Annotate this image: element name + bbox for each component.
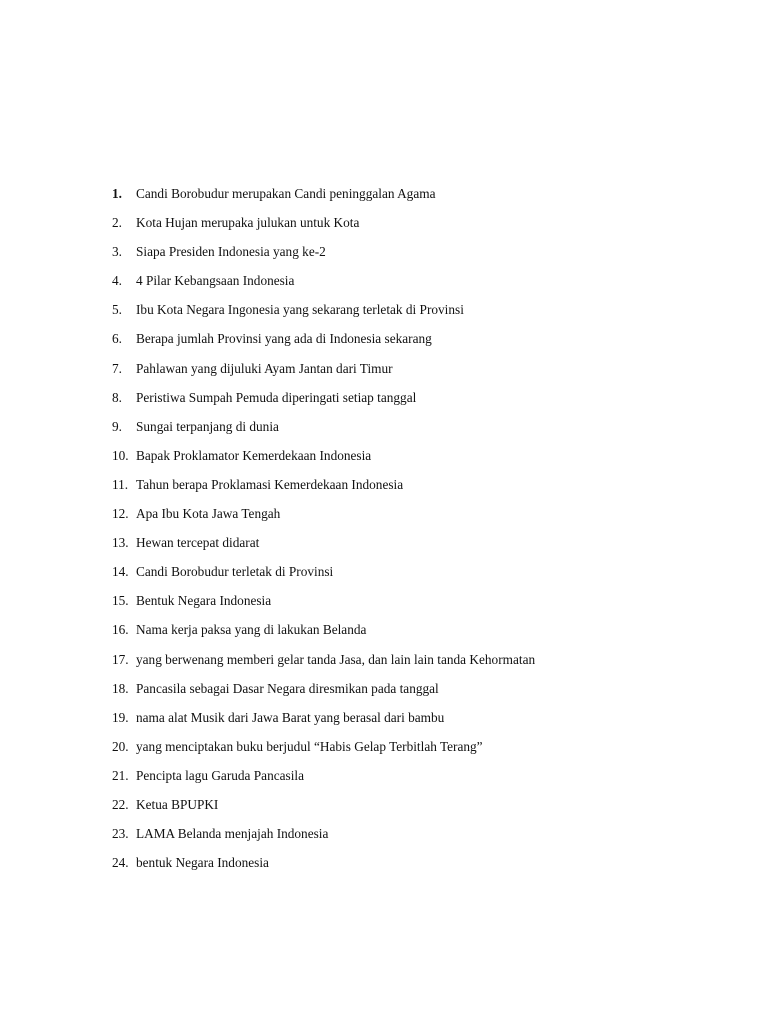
question-number-23: 23. [112, 826, 129, 842]
question-item-9 [112, 416, 732, 445]
question-list [112, 183, 732, 881]
question-number-9: 9. [112, 418, 122, 434]
question-text-6: Berapa jumlah Provinsi yang ada di Indonesia sekarang [136, 331, 432, 347]
question-text-3: Siapa Presiden Indonesia yang ke-2 [136, 244, 326, 260]
question-number-20: 20. [112, 738, 129, 754]
question-number-14: 14. [112, 564, 129, 580]
question-item-16 [112, 619, 732, 648]
question-number-7: 7. [112, 360, 122, 376]
question-item-2 [112, 212, 732, 241]
question-text-9: Sungai terpanjang di dunia [136, 418, 279, 434]
question-number-3: 3. [112, 244, 122, 260]
question-item-1 [112, 183, 732, 212]
question-item-12 [112, 503, 732, 532]
question-item-10 [112, 445, 732, 474]
question-item-7 [112, 358, 732, 387]
question-text-7: Pahlawan yang dijuluki Ayam Jantan dari Timur [136, 360, 393, 376]
question-text-2: Kota Hujan merupaka julukan untuk Kota [136, 215, 360, 231]
question-number-10: 10. [112, 447, 129, 463]
question-number-2: 2. [112, 215, 122, 231]
question-text-10: Bapak Proklamator Kemerdekaan Indonesia [136, 447, 372, 463]
question-text-12: Apa Ibu Kota Jawa Tengah [136, 506, 281, 522]
question-text-5: Ibu Kota Negara Ingonesia yang sekarang terletak di Provinsi [136, 302, 464, 318]
question-item-17 [112, 649, 732, 678]
question-item-13 [112, 532, 732, 561]
question-item-11 [112, 474, 732, 503]
question-number-1: 1. [112, 186, 122, 201]
question-item-18 [112, 678, 732, 707]
question-item-6 [112, 328, 732, 357]
question-text-15: Bentuk Negara Indonesia [136, 593, 272, 609]
question-text-18: Pancasila sebagai Dasar Negara diresmikan pada tanggal [136, 680, 439, 696]
question-number-5: 5. [112, 302, 122, 318]
question-text-19: nama alat Musik dari Jawa Barat yang berasal dari bambu [136, 709, 445, 725]
question-text-22: Ketua BPUPKI [136, 796, 219, 812]
question-item-20 [112, 736, 732, 765]
question-number-4: 4. [112, 273, 122, 289]
question-text-14: Candi Borobudur terletak di Provinsi [136, 564, 334, 580]
question-number-21: 21. [112, 767, 129, 783]
question-number-24: 24. [112, 855, 129, 871]
question-text-13: Hewan tercepat didarat [136, 535, 260, 551]
question-text-17: yang berwenang memberi gelar tanda Jasa, dan lain lain tanda Kehormatan [136, 651, 536, 667]
question-item-21 [112, 765, 732, 794]
question-number-15: 15. [112, 593, 129, 609]
question-text-23: LAMA Belanda menjajah Indonesia [136, 826, 329, 842]
question-item-22 [112, 794, 732, 823]
question-number-16: 16. [112, 622, 129, 638]
question-number-22: 22. [112, 796, 129, 812]
question-text-1: Candi Borobudur merupakan Candi peninggalan Agama [136, 186, 436, 201]
question-number-8: 8. [112, 389, 122, 405]
question-text-20: yang menciptakan buku berjudul “Habis Gelap Terbitlah Terang” [136, 738, 483, 754]
question-number-12: 12. [112, 506, 129, 522]
question-text-24: bentuk Negara Indonesia [136, 855, 269, 871]
question-item-8 [112, 387, 732, 416]
question-text-8: Peristiwa Sumpah Pemuda diperingati setiap tanggal [136, 389, 417, 405]
question-text-11: Tahun berapa Proklamasi Kemerdekaan Indonesia [136, 476, 404, 492]
question-item-23 [112, 823, 732, 852]
question-item-15 [112, 590, 732, 619]
question-text-4: 4 Pilar Kebangsaan Indonesia [136, 273, 295, 289]
question-number-6: 6. [112, 331, 122, 347]
question-item-19 [112, 707, 732, 736]
question-item-14 [112, 561, 732, 590]
question-item-4 [112, 270, 732, 299]
question-item-3 [112, 241, 732, 270]
question-text-16: Nama kerja paksa yang di lakukan Belanda [136, 622, 367, 638]
question-number-18: 18. [112, 680, 129, 696]
question-item-24 [112, 852, 732, 881]
question-number-11: 11. [112, 476, 129, 492]
question-number-17: 17. [112, 651, 129, 667]
question-number-13: 13. [112, 535, 129, 551]
question-item-5 [112, 299, 732, 328]
question-text-21: Pencipta lagu Garuda Pancasila [136, 767, 304, 783]
question-number-19: 19. [112, 709, 129, 725]
